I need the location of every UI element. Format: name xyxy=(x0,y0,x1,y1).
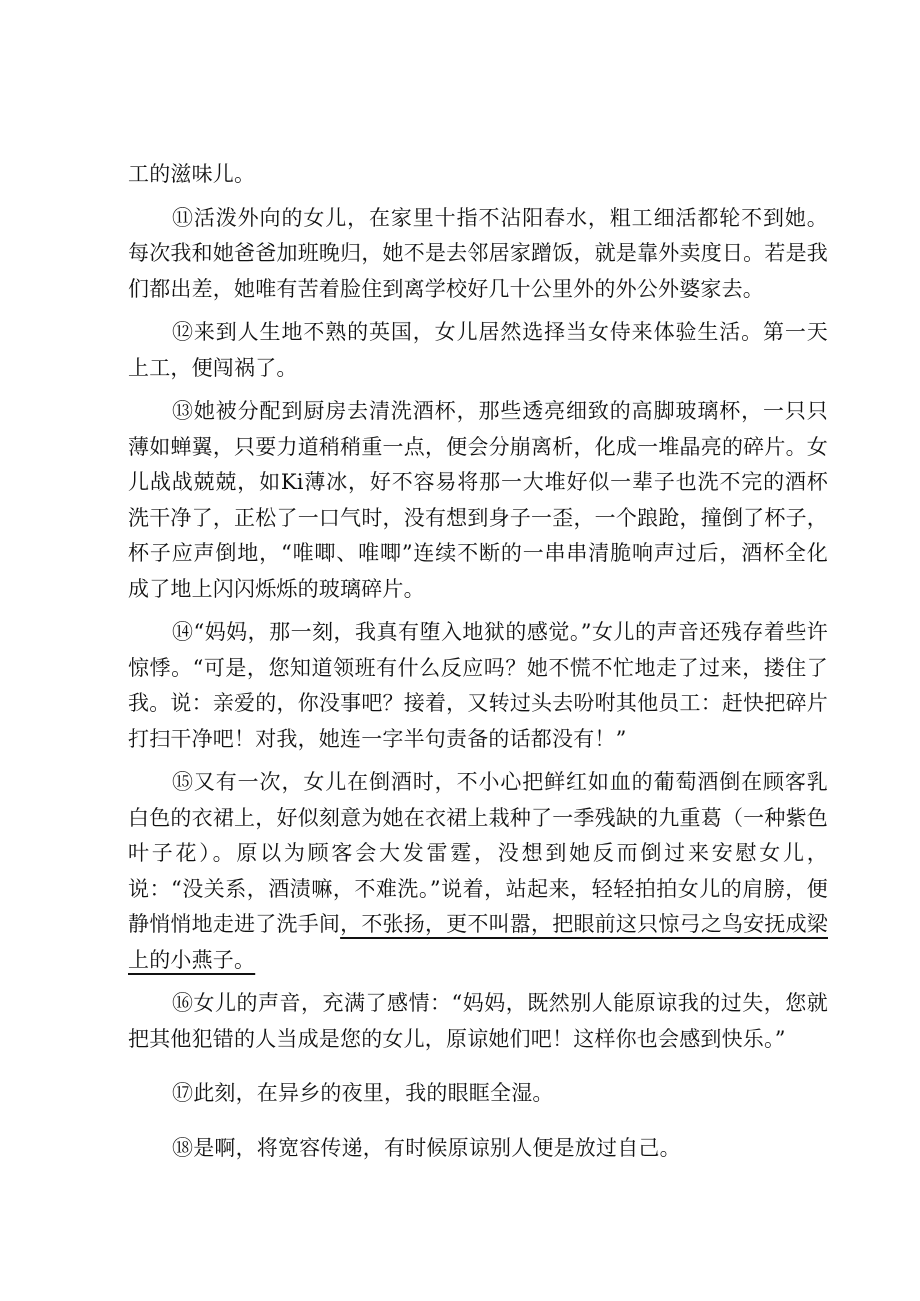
paragraph-17: ⑰此刻，在异乡的夜里，我的眼眶全湿。 xyxy=(172,1081,554,1105)
paragraph-13: ⑬她被分配到厨房去清洗酒杯，那些透亮细致的高脚玻璃杯，一只只薄如蝉翼，只要力道稍稍重一点，便会分崩离析，化成一堆晶亮的碎片。女儿战战兢兢，如Ki薄冰，好不容易将那一大堆好似一辈子也洗不完的酒杯洗干净了，正松了一口气时，没有想到身子一歪，一个踉跄，撞倒了杯子，杯子应声倒地，“唯唧、唯唧”连续不断的一串串清脆响声过后，酒杯全化成了地上闪闪烁烁的玻璃碎片。 xyxy=(128,399,828,601)
paragraph-18: ⑱是啊，将宽容传递，有时候原谅别人便是放过自己。 xyxy=(172,1135,681,1160)
underlined-sentence: ，不张扬，更不叫嚣，把眼前这只惊弓之鸟安抚成梁上的小燕子。 xyxy=(128,912,828,972)
paragraph-10-tail: 工的滋味儿。 xyxy=(128,162,256,186)
paragraph-11: ⑪活泼外向的女儿，在家里十指不沾阳春水，粗工细活都轮不到她。每次我和她爸爸加班晚归，她不是去邻居家蹭饭，就是靠外卖度日。若是我们都出差，她唯有苦着脸住到离学校好几十公里外的外公外婆家去。 xyxy=(128,205,828,301)
paragraph-14: ⑭“妈妈，那一刻，我真有堕入地狱的感觉。”女儿的声音还残存着些许惊悸。“可是，您知道领班有什么反应吗？她不慌不忙地走了过来，搂住了我。说：亲爱的，你没事吧？接着，又转过头去吩咐其他员工：赶快把碎片打扫干净吧！对我，她连一字半句责备的话都没有！” xyxy=(128,620,828,751)
article-body xyxy=(128,157,828,1174)
paragraph-15-text: ⑮又有一次，女儿在倒酒时，不小心把鲜红如血的葡萄酒倒在顾客乳白色的衣裙上，好似刻意为她在衣裙上栽种了一季残缺的九重葛（一种紫色叶子花）。原以为顾客会大发雷霆，没想到她反而倒过来安慰女儿，说：“没关系，酒渍嘛，不难洗。”说着，站起来，轻轻拍拍女儿的肩膀，便静悄悄地走进了洗手间 xyxy=(128,770,828,936)
paragraph-15 xyxy=(128,765,828,978)
paragraph-16: ⑯女儿的声音，充满了感情：“妈妈，既然别人能原谅我的过失，您就把其他犯错的人当成是您的女儿，原谅她们吧！这样你也会感到快乐。” xyxy=(128,991,828,1051)
paragraph-12: ⑫来到人生地不熟的英国，女儿居然选择当女侍来体验生活。第一天上工，便闯祸了。 xyxy=(128,320,828,380)
